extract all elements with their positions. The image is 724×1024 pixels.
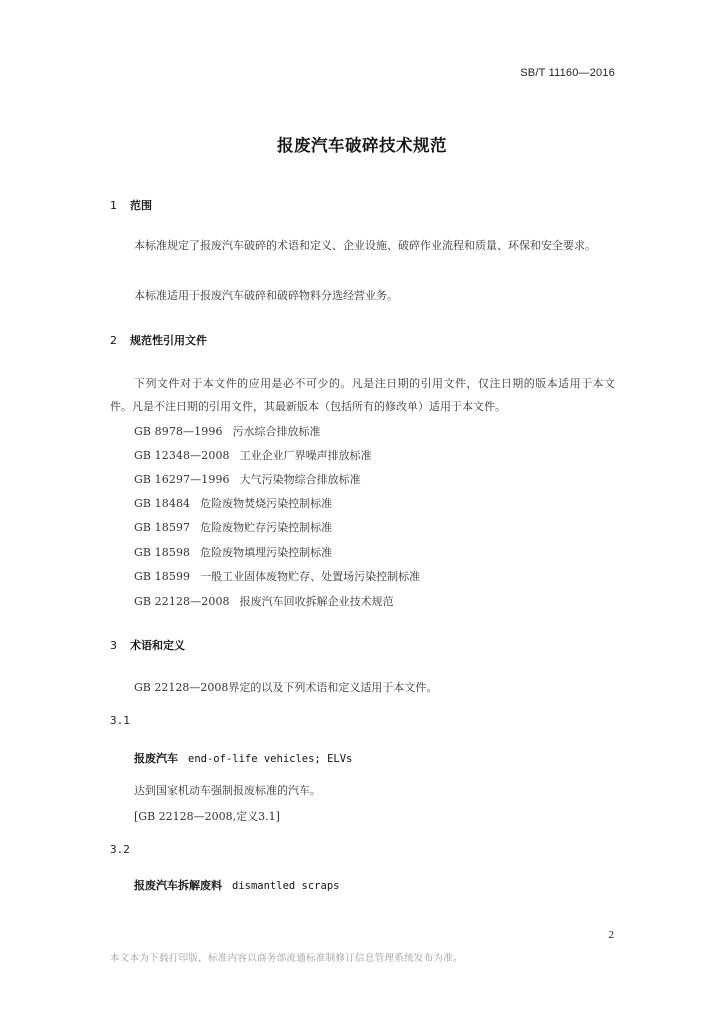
reference-code: GB 18598 xyxy=(134,546,191,559)
paragraph: 本标准适用于报废汽车破碎和破碎物料分选经营业务。 xyxy=(134,289,398,302)
section-title: 规范性引用文件 xyxy=(130,334,207,347)
reference-item xyxy=(134,423,321,439)
reference-code: GB 8978—1996 xyxy=(134,425,223,438)
section-title: 范围 xyxy=(130,199,152,212)
paragraph: 本标准规定了报废汽车破碎的术语和定义、企业设施、破碎作业流程和质量、环保和安全要求。 xyxy=(134,239,596,252)
reference-code: GB 12348—2008 xyxy=(134,449,230,462)
reference-code: GB 18599 xyxy=(134,570,191,583)
term-chinese: 报废汽车 xyxy=(134,752,178,765)
standard-code: SB/T 11160—2016 xyxy=(520,67,615,79)
section-heading-1 xyxy=(110,197,152,213)
footer-note: 本文本为下载打印版，标准内容以商务部流通标准制修订信息管理系统发布为准。 xyxy=(110,953,463,964)
reference-title: 报废汽车回收拆解企业技术规范 xyxy=(239,595,394,608)
term-entry xyxy=(134,877,339,893)
reference-item xyxy=(134,519,332,535)
term-number: 3.1 xyxy=(110,714,130,727)
reference-title: 危险废物贮存污染控制标准 xyxy=(200,521,333,534)
reference-code: GB 16297—1996 xyxy=(134,473,230,486)
term-entry xyxy=(134,750,352,766)
reference-item xyxy=(134,544,332,560)
reference-title: 危险废物填埋污染控制标准 xyxy=(200,546,333,559)
reference-item xyxy=(134,495,332,511)
reference-title: 工业企业厂界噪声排放标准 xyxy=(239,449,372,462)
paragraph: 下列文件对于本文件的应用是必不可少的。凡是注日期的引用文件，仅注日期的版本适用于本文件。凡是不注日期的引用文件，其最新版本（包括所有的修改单）适用于本文件。 xyxy=(110,377,615,413)
reference-item xyxy=(134,593,394,609)
reference-title: 大气污染物综合排放标准 xyxy=(239,473,361,486)
term-chinese: 报废汽车拆解废料 xyxy=(134,879,222,892)
term-number: 3.2 xyxy=(110,843,130,856)
reference-item xyxy=(134,447,372,463)
section-number: 3 xyxy=(110,639,117,652)
section-title: 术语和定义 xyxy=(130,639,185,652)
reference-code: GB 18597 xyxy=(134,521,191,534)
document-title: 报废汽车破碎技术规范 xyxy=(277,136,447,155)
section-number: 2 xyxy=(110,334,117,347)
section-number: 1 xyxy=(110,199,117,212)
reference-code: GB 22128—2008 xyxy=(134,595,230,608)
page-number: 2 xyxy=(608,929,614,941)
term-english: end-of-life vehicles; ELVs xyxy=(188,753,353,765)
reference-item xyxy=(134,471,361,487)
section-heading-2 xyxy=(110,332,207,348)
reference-code: GB 18484 xyxy=(134,497,191,510)
paragraph: GB 22128—2008界定的以及下列术语和定义适用于本文件。 xyxy=(134,681,438,694)
term-definition: 达到国家机动车强制报废标准的汽车。 xyxy=(134,784,321,797)
term-english: dismantled scraps xyxy=(232,880,340,892)
reference-title: 污水综合排放标准 xyxy=(232,425,321,438)
reference-title: 一般工业固体废物贮存、处置场污染控制标准 xyxy=(200,570,421,583)
term-source: [GB 22128—2008,定义3.1] xyxy=(134,810,280,823)
reference-item xyxy=(134,568,420,584)
section-heading-3 xyxy=(110,637,185,653)
reference-title: 危险废物焚烧污染控制标准 xyxy=(200,497,333,510)
